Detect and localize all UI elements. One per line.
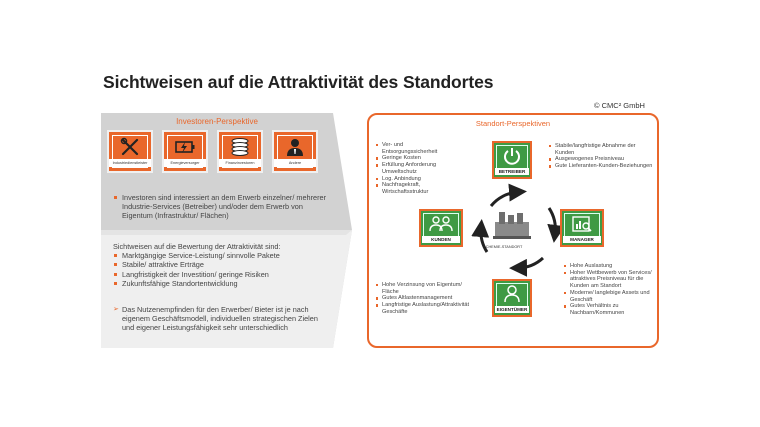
betreiber-requirements bbox=[548, 143, 654, 170]
role-kunden bbox=[419, 209, 463, 247]
person-icon bbox=[285, 137, 305, 157]
criteria-text bbox=[113, 242, 341, 288]
page-title: Sichtweisen auf die Attraktivität des Standortes bbox=[103, 72, 494, 92]
group-icon bbox=[429, 214, 453, 234]
role-betreiber bbox=[492, 141, 532, 179]
list-item: Langfristigkeit der Investition/ geringe Risiken bbox=[113, 270, 341, 279]
power-icon bbox=[502, 146, 522, 166]
list-item: Log. Anbindung bbox=[375, 176, 457, 183]
tools-icon bbox=[120, 137, 140, 157]
role-label: KUNDEN bbox=[422, 236, 460, 243]
center-label: CHEMIE-STANDORT bbox=[485, 245, 523, 249]
list-item: Zukunftsfähige Standortentwicklung bbox=[113, 279, 341, 288]
list-item: Geringe Kosten bbox=[375, 155, 457, 162]
role-manager bbox=[560, 209, 604, 247]
list-item: Gutes Altlastenmanagement bbox=[375, 295, 475, 302]
list-item: Marktgängige Service-Leistung/ sinnvolle Pakete bbox=[113, 251, 341, 260]
criteria-heading: Sichtweisen auf die Bewertung der Attraktivität sind: bbox=[113, 242, 281, 251]
investor-perspective-panel bbox=[101, 113, 352, 348]
list-item: Erfüllung Anforderung Umweltschutz bbox=[375, 162, 457, 175]
role-industriedienstleister bbox=[107, 130, 153, 173]
list-item: Nachfragekraft, Wirtschaftsstruktur bbox=[375, 182, 457, 195]
role-andere bbox=[272, 130, 318, 173]
list-item: Hohe Verzinsung von Eigentum/ Fläche bbox=[375, 282, 475, 295]
list-item: Stabile/langfristige Abnahme der Kunden bbox=[548, 143, 654, 156]
list-item: Ver- und Entsorgungssicherheit bbox=[375, 142, 457, 155]
arrow-icon: ➢ bbox=[113, 306, 119, 313]
role-finanzinvestoren bbox=[217, 130, 263, 173]
role-label: Industriedienstleister bbox=[109, 159, 151, 167]
manager-requirements bbox=[563, 263, 653, 317]
investor-perspective-heading: Investoren-Perspektive bbox=[176, 117, 258, 126]
list-item: Gutes Verhältnis zu Nachbarn/Kommunen bbox=[563, 303, 653, 316]
list-item: Hoher Wettbewerb von Services/ attraktives Preisniveau für die Kunden am Standort bbox=[563, 270, 653, 290]
person-icon bbox=[502, 284, 522, 304]
kunden-requirements bbox=[375, 142, 457, 196]
site-perspective-panel bbox=[367, 113, 659, 348]
role-label: BETREIBER bbox=[495, 168, 529, 175]
intro-text: Investoren sind interessiert an dem Erwerb einzelner/ mehrerer Industrie-Services (Betreiber) und/oder dem Erwerb von Eigentum (Infrastruktur/ Flächen) bbox=[113, 193, 335, 221]
role-label: Finanzinvestoren bbox=[219, 159, 261, 167]
role-eigentuemer bbox=[492, 279, 532, 317]
site-perspective-heading: Standort-Perspektiven bbox=[475, 119, 551, 128]
role-label: MANAGER bbox=[563, 236, 601, 243]
list-item: Langfristige Auslastung/Attraktivität Geschäfte bbox=[375, 302, 475, 315]
factory-icon bbox=[491, 210, 533, 240]
role-label: Andere bbox=[274, 159, 316, 167]
list-item: Moderne/ langlebige Assets und Geschäft bbox=[563, 290, 653, 303]
list-item: Gute Lieferanten-Kunden-Beziehungen bbox=[548, 163, 654, 170]
battery-bolt-icon bbox=[174, 137, 196, 157]
role-label: Energieversorger bbox=[164, 159, 206, 167]
coins-icon bbox=[229, 137, 251, 157]
role-energieversorger bbox=[162, 130, 208, 173]
list-item: Hohe Auslastung bbox=[563, 263, 653, 270]
list-item: Ausgewogenes Preisniveau bbox=[548, 156, 654, 163]
conclusion-text: ➢ Das Nutzenempfinden für den Erwerber/ Bieter ist je nach eigenem Geschäftsmodell, individuellen strategischen Zielen und eigener Leistungsfähigkeit sehr unterschiedlich bbox=[113, 305, 318, 333]
role-label: EIGENTÜMER bbox=[496, 307, 528, 312]
eigentuemer-requirements bbox=[375, 282, 475, 316]
copyright: © CMC² GmbH bbox=[594, 101, 645, 110]
chart-magnifier-icon bbox=[571, 214, 593, 234]
list-item: Stabile/ attraktive Erträge bbox=[113, 260, 341, 269]
